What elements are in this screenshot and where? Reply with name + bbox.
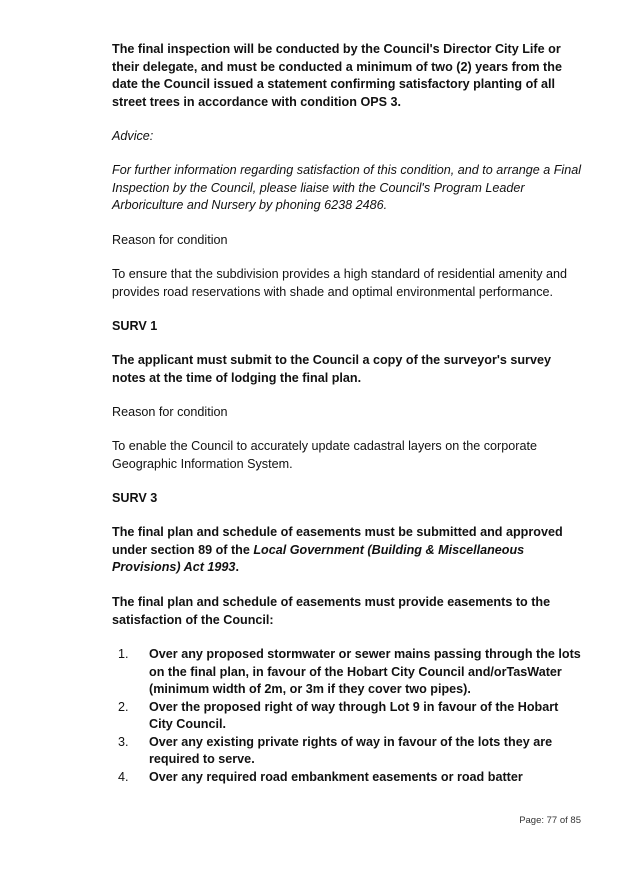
list-item-number: 4. — [118, 769, 129, 784]
page-number: Page: 77 of 85 — [519, 815, 581, 826]
advice-label: Advice: — [112, 129, 154, 143]
reason-label-1: Reason for condition — [112, 233, 228, 247]
list-item-text: Over any proposed stormwater or sewer mains passing through the lots on the final plan, in favour of the Hobart City Council and/orTasWater (minimum width of 2m, or 3m if they cover two pipes). — [149, 647, 581, 696]
easements-intro: The final plan and schedule of easements must provide easements to the satisfaction of the Council: — [112, 595, 551, 627]
list-item — [112, 646, 582, 699]
reason-label-2: Reason for condition — [112, 405, 228, 419]
surv1-heading: SURV 1 — [112, 319, 158, 333]
reason-text-2: To enable the Council to accurately update cadastral layers on the corporate Geographic Information System. — [112, 439, 537, 471]
list-item-number: 1. — [118, 647, 129, 661]
surv1-condition: The applicant must submit to the Council a copy of the surveyor's survey notes at the time of lodging the final plan. — [112, 353, 551, 385]
advice-text: For further information regarding satisfaction of this condition, and to arrange a Final Inspection by the Council, please liaise with the Council's Program Leader Arboriculture and Nursery by phoning 6238 2486. — [112, 163, 582, 212]
list-item-text: Over the proposed right of way through Lot 9 in favour of the Hobart City Council. — [149, 699, 559, 731]
surv3-condition-start: The final plan and schedule of easements must be submitted and approved under section 89 of the — [112, 525, 563, 557]
list-item — [112, 699, 582, 734]
list-item-number: 3. — [118, 734, 129, 749]
surv3-heading: SURV 3 — [112, 491, 158, 505]
surv3-condition-end: . — [235, 560, 239, 574]
list-item-number: 2. — [118, 699, 129, 714]
surv3-act-title: Local Government (Building & Miscellaneous Provisions) Act 1993 — [112, 542, 525, 574]
inspection-paragraph: The final inspection will be conducted by the Council's Director City Life or their delegate, and must be conducted a minimum of two (2) years from the date the Council issued a statement confirming satisfactory planting of all street trees in accordance with condition OPS 3. — [112, 42, 562, 109]
list-item-text: Over any existing private rights of way in favour of the lots they are required to serve. — [149, 734, 553, 766]
reason-text-1: To ensure that the subdivision provides a high standard of residential amenity and provides road reservations with shade and optimal environmental performance. — [112, 267, 568, 299]
list-item — [112, 734, 582, 769]
list-item — [112, 769, 582, 787]
easements-list — [112, 646, 582, 786]
surv3-condition — [112, 524, 582, 577]
list-item-text: Over any required road embankment easements or road batter — [149, 769, 523, 784]
